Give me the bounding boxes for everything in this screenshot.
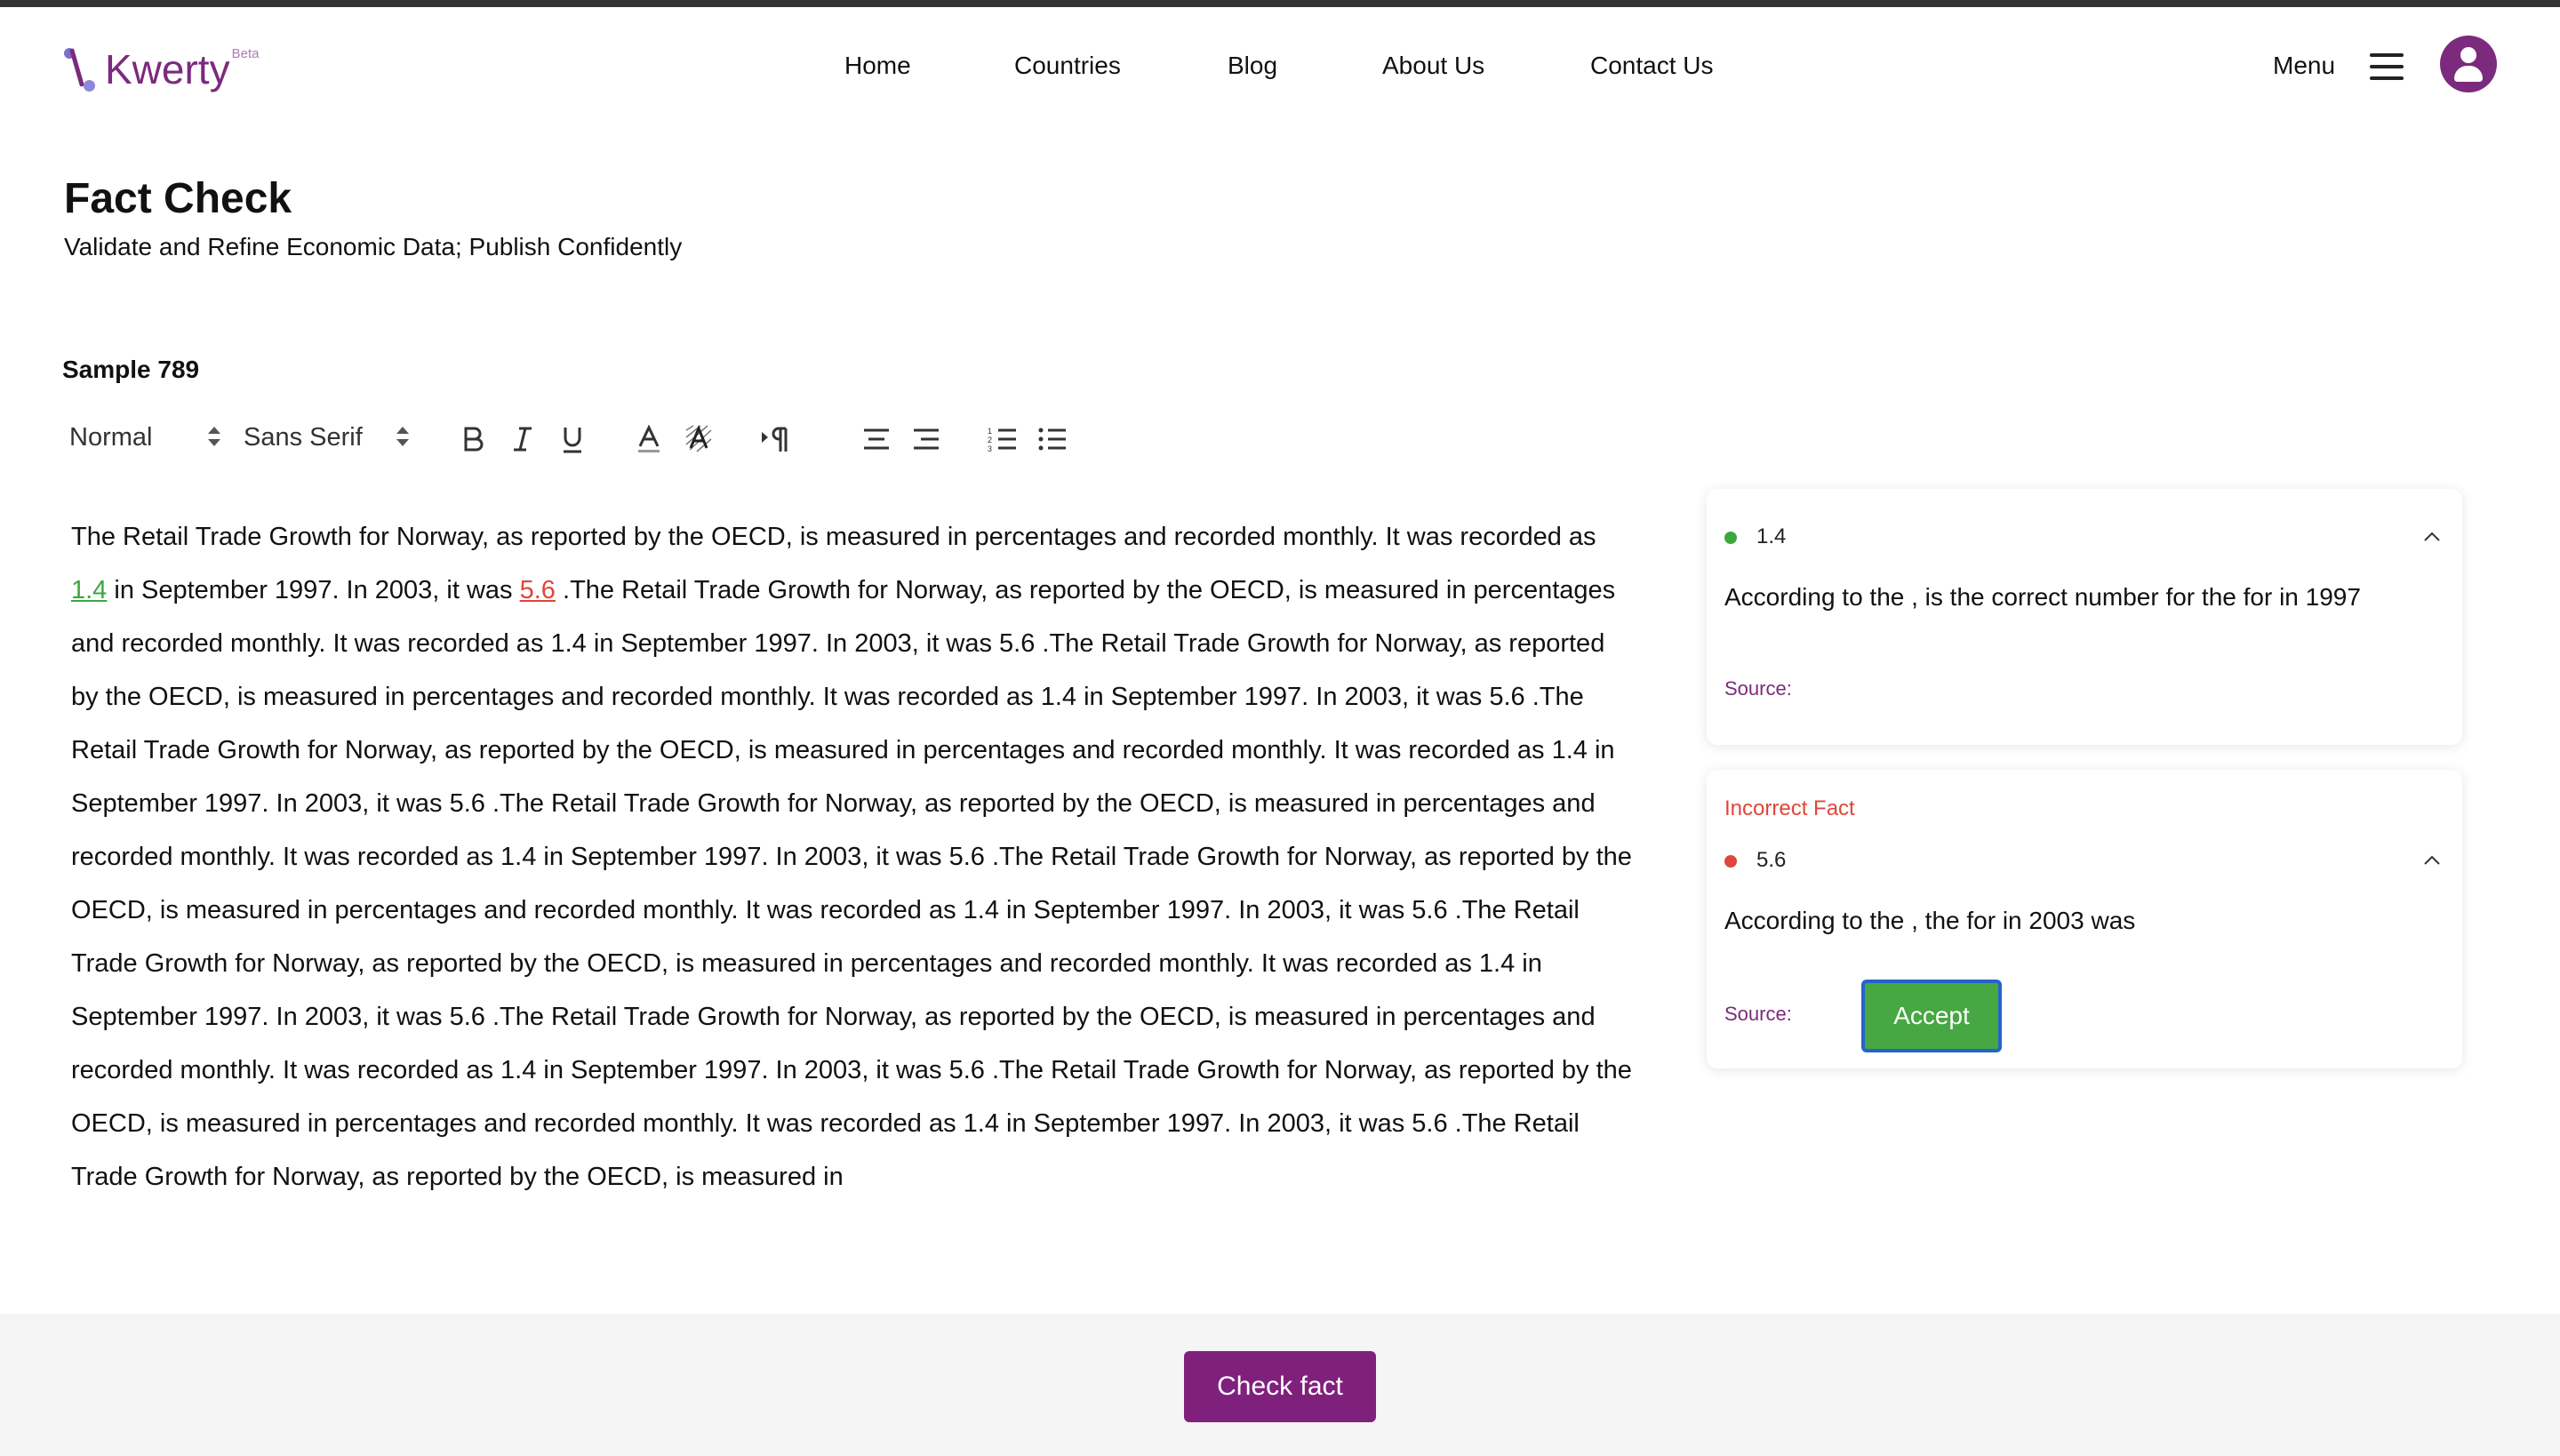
background-color-icon bbox=[683, 423, 715, 455]
brand-name: Kwerty bbox=[105, 46, 230, 92]
text-color-icon bbox=[633, 423, 665, 455]
bullet-list-button[interactable] bbox=[1035, 421, 1070, 457]
font-select[interactable] bbox=[244, 423, 363, 452]
main-nav bbox=[0, 52, 2560, 87]
fact-description: According to the , the for in 2003 was bbox=[1724, 907, 2136, 934]
highlight-incorrect-fact[interactable]: 5.6 bbox=[519, 576, 556, 604]
fact-card-incorrect bbox=[1707, 770, 2462, 1068]
select-arrows-icon bbox=[396, 427, 409, 450]
top-border bbox=[0, 0, 2560, 7]
nav-contact-us[interactable]: Contact Us bbox=[1590, 52, 1714, 79]
fact-value: 1.4 bbox=[1756, 524, 1787, 548]
chevron-up-icon[interactable] bbox=[2421, 526, 2443, 548]
nav-about-us[interactable]: About Us bbox=[1382, 52, 1485, 79]
text-direction-button[interactable] bbox=[757, 421, 793, 457]
italic-icon bbox=[507, 423, 539, 455]
bullet-list-icon bbox=[1036, 423, 1068, 455]
underline-button[interactable] bbox=[555, 421, 590, 457]
text-color-button[interactable] bbox=[631, 421, 667, 457]
highlight-correct-fact[interactable]: 1.4 bbox=[71, 576, 108, 604]
fact-source-label: Source: bbox=[1724, 1003, 1792, 1025]
italic-button[interactable] bbox=[505, 421, 540, 457]
user-avatar-icon[interactable] bbox=[2440, 36, 2497, 92]
beta-badge: Beta bbox=[231, 46, 260, 61]
svg-text:2: 2 bbox=[988, 436, 993, 444]
heading-select-value: Normal bbox=[69, 423, 153, 452]
sample-label: Sample 789 bbox=[62, 356, 200, 383]
nav-home[interactable]: Home bbox=[844, 52, 911, 79]
text-editor[interactable] bbox=[71, 510, 1636, 1310]
align-center-button[interactable] bbox=[859, 421, 894, 457]
chevron-up-icon[interactable] bbox=[2421, 850, 2443, 871]
incorrect-fact-label: Incorrect Fact bbox=[1724, 796, 1855, 820]
background-color-button[interactable] bbox=[681, 421, 716, 457]
svg-text:1: 1 bbox=[988, 427, 993, 436]
ordered-list-icon bbox=[987, 423, 1019, 455]
editor-toolbar bbox=[62, 414, 1093, 468]
fact-card-correct bbox=[1707, 489, 2462, 745]
fact-source-label: Source: bbox=[1724, 677, 1792, 700]
nav-blog[interactable]: Blog bbox=[1228, 52, 1278, 79]
ordered-list-button[interactable] bbox=[985, 421, 1020, 457]
page-subtitle: Validate and Refine Economic Data; Publish Confidently bbox=[64, 233, 683, 260]
fact-value: 5.6 bbox=[1756, 848, 1787, 872]
editor-text: .The Retail Trade Growth for Norway, as reported by the OECD, is measured in percentages and recorded monthly. It was recorded as 1.4 in September 1997. In 2003, it was 5.6 .The Retail Trade Growth for Norway, as reported by the OECD, is measured in percentages and recorded monthly. It was recorded as 1.4 in September 1997. In 2003, it was 5.6 .The Retail Trade Growth for Norway, as reported by the OECD, is measured in percentages and recorded monthly. It was recorded as 1.4 in September 1997. In 2003, it was 5.6 .The Retail Trade Growth for Norway, as reported by the OECD, is measured in percentages and recorded monthly. It was recorded as 1.4 in September 1997. In 2003, it was 5.6 .The Retail Trade Growth for Norway, as reported by the OECD, is measured in percentages and recorded monthly. It was recorded as 1.4 in September 1997. In 2003, it was 5.6 .The Retail Trade Growth for Norway, as reported by the OECD, is measured in percentages and recorded monthly. It was recorded as 1.4 in September 1997. In 2003, it was 5.6 .The Retail Trade Growth for Norway, as reported by the OECD, is measured in percentages and recorded monthly. It was recorded as 1.4 in September 1997. In 2003, it was 5.6 .The Retail Trade Growth for Norway, as reported by the OECD, is measured in percentages and recorded monthly. It was recorded as 1.4 in September 1997. In 2003, it was 5.6 .The Retail Trade Growth for Norway, as reported by the OECD, is measured in bbox=[71, 576, 1632, 1191]
paragraph-direction-icon bbox=[759, 423, 791, 455]
bold-icon bbox=[457, 423, 489, 455]
align-center-icon bbox=[860, 423, 892, 455]
heading-select[interactable] bbox=[69, 423, 152, 452]
underline-icon bbox=[556, 423, 588, 455]
fact-description: According to the , is the correct number for the for in 1997 bbox=[1724, 583, 2361, 611]
bold-button[interactable] bbox=[455, 421, 491, 457]
footer-bar bbox=[0, 1314, 2560, 1456]
svg-text:3: 3 bbox=[988, 444, 993, 453]
font-select-value: Sans Serif bbox=[244, 423, 363, 452]
site-header bbox=[0, 7, 2560, 121]
status-dot-correct bbox=[1724, 532, 1737, 544]
editor-text: The Retail Trade Growth for Norway, as reported by the OECD, is measured in percentages and recorded monthly. It was recorded as bbox=[71, 523, 1596, 551]
hamburger-menu-icon[interactable] bbox=[2370, 52, 2404, 82]
page-title: Fact Check bbox=[64, 175, 292, 222]
align-right-icon bbox=[910, 423, 942, 455]
menu-label[interactable]: Menu bbox=[2273, 52, 2336, 79]
editor-text: in September 1997. In 2003, it was bbox=[107, 576, 520, 604]
status-dot-incorrect bbox=[1724, 855, 1737, 868]
select-arrows-icon bbox=[208, 427, 220, 450]
nav-countries[interactable]: Countries bbox=[1014, 52, 1121, 79]
accept-button[interactable]: Accept bbox=[1861, 980, 2002, 1052]
align-right-button[interactable] bbox=[908, 421, 944, 457]
check-fact-button[interactable]: Check fact bbox=[1184, 1351, 1376, 1422]
